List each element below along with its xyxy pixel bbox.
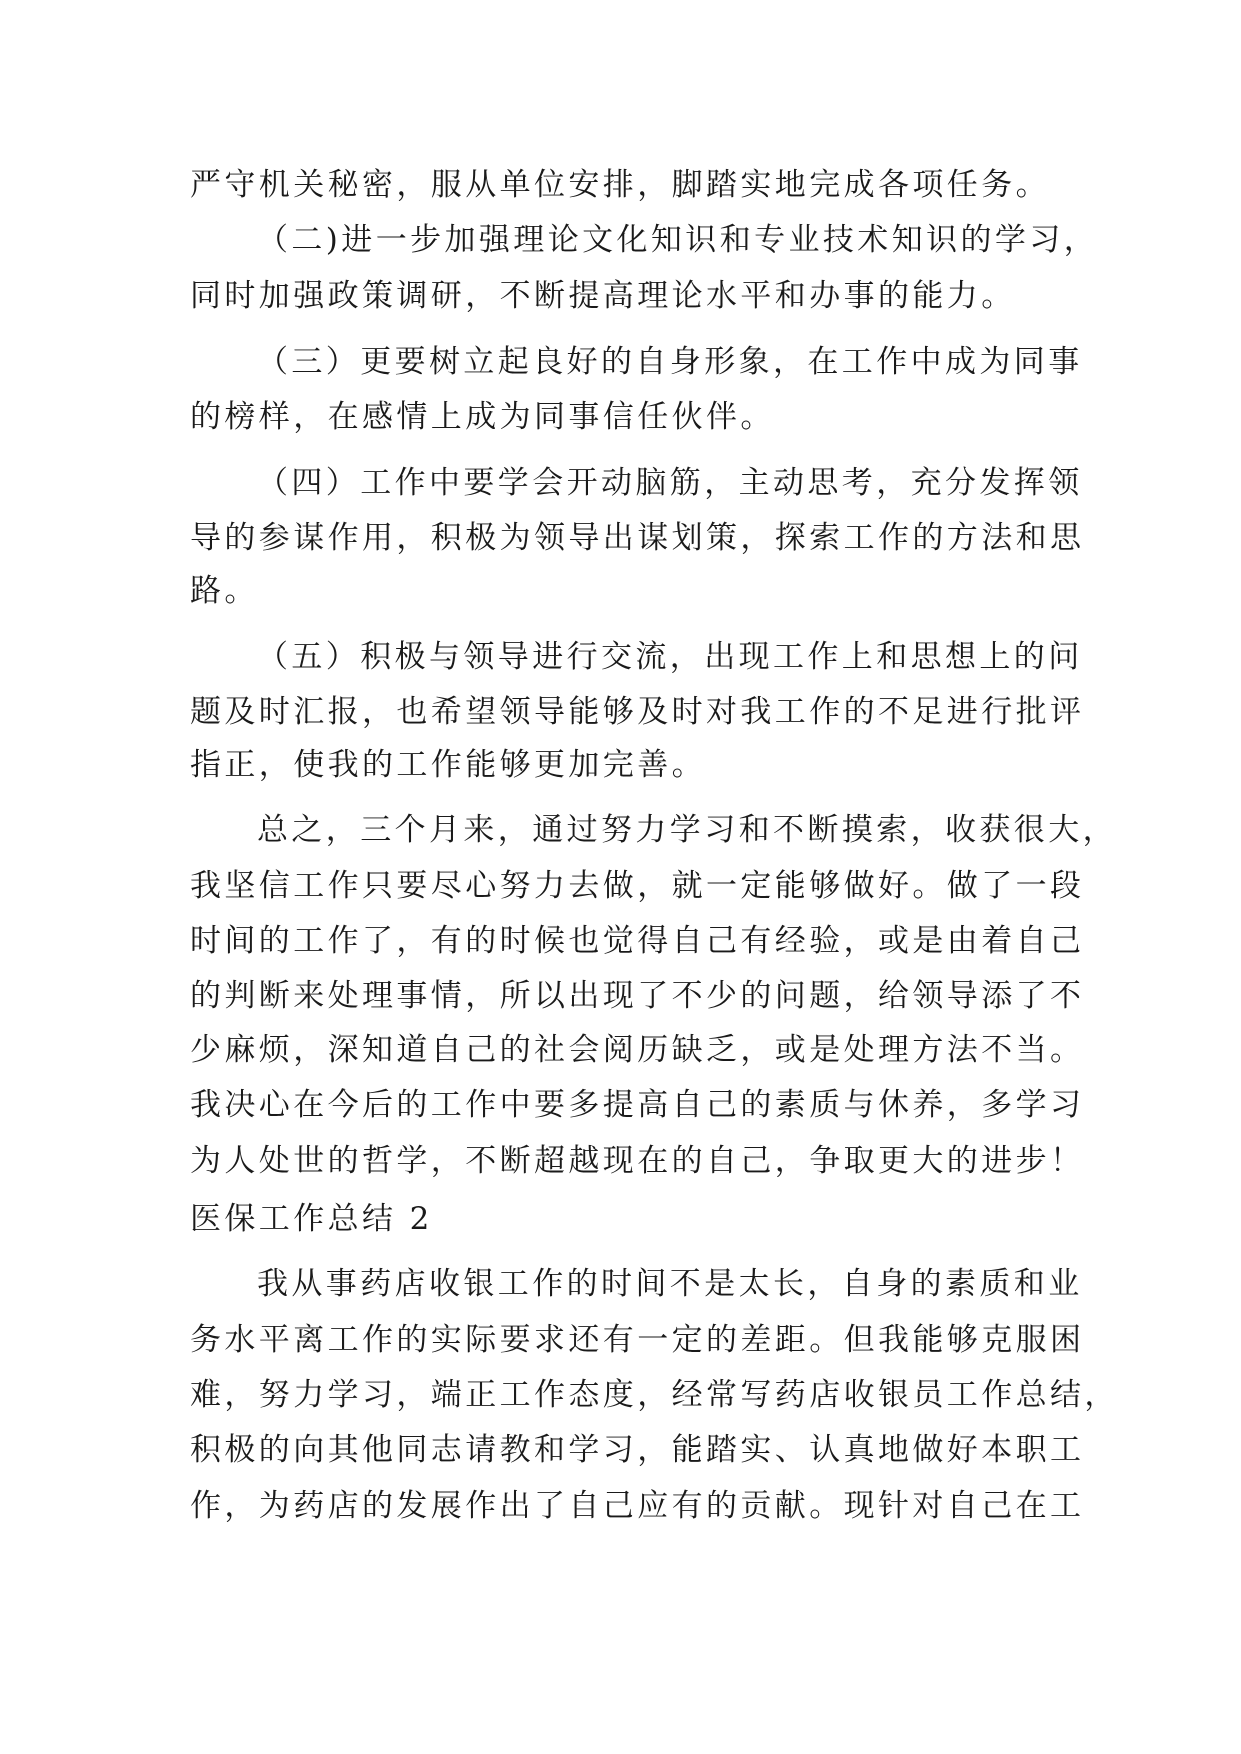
text-line: （二)进一步加强理论文化知识和专业技术知识的学习， (257, 222, 1099, 258)
text-line: 积极的向其他同志请教和学习，能踏实、认真地做好本职工 (190, 1432, 1085, 1468)
text-line: 同时加强政策调研，不断提高理论水平和办事的能力。 (190, 278, 1016, 314)
text-line: （五）积极与领导进行交流，出现工作上和思想上的问 (257, 639, 1083, 675)
text-line: （四）工作中要学会开动脑筋，主动思考，充分发挥领 (257, 465, 1083, 501)
text-line: 总之，三个月来，通过努力学习和不断摸索，收获很大， (257, 812, 1117, 848)
text-line: 导的参谋作用，积极为领导出谋划策，探索工作的方法和思 (190, 520, 1085, 556)
text-line: 时间的工作了，有的时候也觉得自己有经验，或是由着自己 (190, 923, 1085, 959)
text-line: 务水平离工作的实际要求还有一定的差距。但我能够克服困 (190, 1322, 1085, 1358)
text-line: （三）更要树立起良好的自身形象，在工作中成为同事 (257, 344, 1083, 380)
text-line: 少麻烦，深知道自己的社会阅历缺乏，或是处理方法不当。 (190, 1032, 1085, 1068)
text-line: 严守机关秘密，服从单位安排，脚踏实地完成各项任务。 (190, 167, 1050, 203)
text-line: 难，努力学习，端正工作态度，经常写药店收银员工作总结， (190, 1377, 1119, 1413)
text-line: 指正，使我的工作能够更加完善。 (190, 747, 706, 783)
text-line: 我决心在今后的工作中要多提高自己的素质与休养，多学习 (190, 1087, 1085, 1123)
text-line: 我从事药店收银工作的时间不是太长，自身的素质和业 (257, 1266, 1083, 1302)
text-line: 我坚信工作只要尽心努力去做，就一定能够做好。做了一段 (190, 868, 1085, 904)
text-line: 作，为药店的发展作出了自己应有的贡献。现针对自己在工 (190, 1488, 1085, 1524)
section-heading: 医保工作总结 2 (190, 1201, 433, 1237)
text-line: 路。 (190, 573, 259, 609)
text-line: 的榜样，在感情上成为同事信任伙伴。 (190, 399, 775, 435)
text-line: 题及时汇报，也希望领导能够及时对我工作的不足进行批评 (190, 694, 1085, 730)
text-line: 的判断来处理事情，所以出现了不少的问题，给领导添了不 (190, 978, 1085, 1014)
text-line: 为人处世的哲学，不断超越现在的自己，争取更大的进步！ (190, 1143, 1085, 1179)
